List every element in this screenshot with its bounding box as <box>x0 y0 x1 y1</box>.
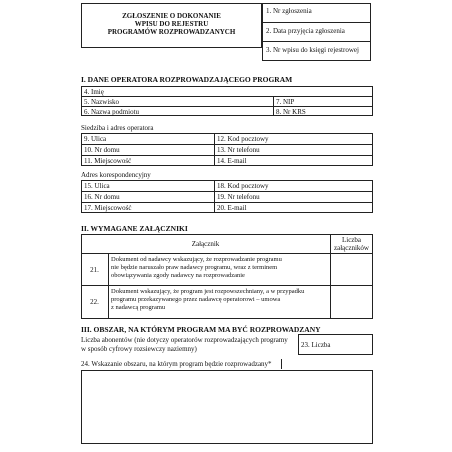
entity-name-field[interactable]: 6. Nazwa podmiotu <box>84 108 140 116</box>
attachment-row-21-text-3: obowiązywania zgody nadawcy na rozprowadzanie <box>111 272 245 279</box>
corr-street-field[interactable]: 15. Ulica <box>84 182 110 190</box>
first-name-field[interactable]: 4. Imię <box>84 88 104 96</box>
seat-phone-field[interactable]: 13. Nr telefonu <box>217 146 260 154</box>
corr-phone-field[interactable]: 19. Nr telefonu <box>217 193 260 201</box>
form-title-line-1: ZGŁOSZENIE O DOKONANIE <box>122 12 221 20</box>
attachment-column-header: Załącznik <box>191 240 220 248</box>
subscriber-count-field: 23. Liczba <box>301 341 331 349</box>
nip-field[interactable]: 7. NIP <box>276 98 295 106</box>
area-description-label: 24. Wskazanie obszaru, na którym program będzie rozprowadzany* <box>81 360 272 368</box>
attachment-row-22-number: 22. <box>90 298 99 306</box>
attachment-row-22-count-cell[interactable] <box>331 286 372 318</box>
corr-city-field[interactable]: 17. Miejscowość <box>84 204 132 212</box>
seat-address-label: Siedziba i adres operatora <box>81 124 154 132</box>
attachment-row-22-text-2: programu przekazywanego przez nadawcę operatorowi – umowa <box>111 296 281 303</box>
section-3-title: III. OBSZAR, NA KTÓRYM PROGRAM MA BYĆ ROZPROWADZANY <box>81 325 321 334</box>
surname-field[interactable]: 5. Nazwisko <box>84 98 119 106</box>
register-entry-number-field[interactable]: 3. Nr wpisu do księgi rejestrowej <box>266 46 359 54</box>
attachment-count-header-line-2: załączników <box>334 244 369 252</box>
application-number-field[interactable]: 1. Nr zgłoszenia <box>266 7 312 15</box>
correspondence-address-label: Adres korespondencyjny <box>81 171 151 179</box>
seat-postal-code-field[interactable]: 12. Kod pocztowy <box>217 135 269 143</box>
form-title-line-3: PROGRAMÓW ROZPROWADZANYCH <box>107 28 236 36</box>
receipt-date-field[interactable]: 2. Data przyjęcia zgłoszenia <box>266 27 345 35</box>
attachment-row-21-number: 21. <box>90 266 99 274</box>
attachment-row-21-text-2: nie będzie naruszało praw nadawcy programu, wraz z terminem <box>111 264 278 271</box>
section-1-title: I. DANE OPERATORA ROZPROWADZAJĄCEGO PROGRAM <box>81 75 293 84</box>
attachment-row-22-text-1: Dokument wskazujący, że program jest rozpowszechniany, a w przypadku <box>111 288 305 295</box>
seat-city-field[interactable]: 11. Miejscowość <box>84 157 132 165</box>
section-2-title: II. WYMAGANE ZAŁĄCZNIKI <box>81 224 188 233</box>
subscribers-label-line-2: w sposób cyfrowy rozsiewczy naziemny) <box>81 345 197 353</box>
corr-email-field[interactable]: 20. E-mail <box>217 204 247 212</box>
area-description-box[interactable] <box>81 370 373 444</box>
attachment-count-header-line-1: Liczba <box>341 236 362 244</box>
attachment-row-21-count-cell[interactable] <box>331 254 372 284</box>
form-title-line-2: WPISU DO REJESTRU <box>134 20 209 28</box>
attachment-row-21-text-1: Dokument od nadawcy wskazujący, że rozprowadzanie programu <box>111 256 282 263</box>
subscribers-label-line-1: Liczba abonentów (nie dotyczy operatorów rozprowadzających programy <box>81 336 288 344</box>
seat-email-field[interactable]: 14. E-mail <box>217 157 247 165</box>
corr-postal-code-field[interactable]: 18. Kod pocztowy <box>217 182 269 190</box>
corr-house-number-field[interactable]: 16. Nr domu <box>84 193 120 201</box>
attachment-row-22-text-3: z nadawcą programu <box>111 304 166 311</box>
seat-street-field[interactable]: 9. Ulica <box>84 135 107 143</box>
krs-field[interactable]: 8. Nr KRS <box>276 108 306 116</box>
seat-house-number-field[interactable]: 10. Nr domu <box>84 146 120 154</box>
